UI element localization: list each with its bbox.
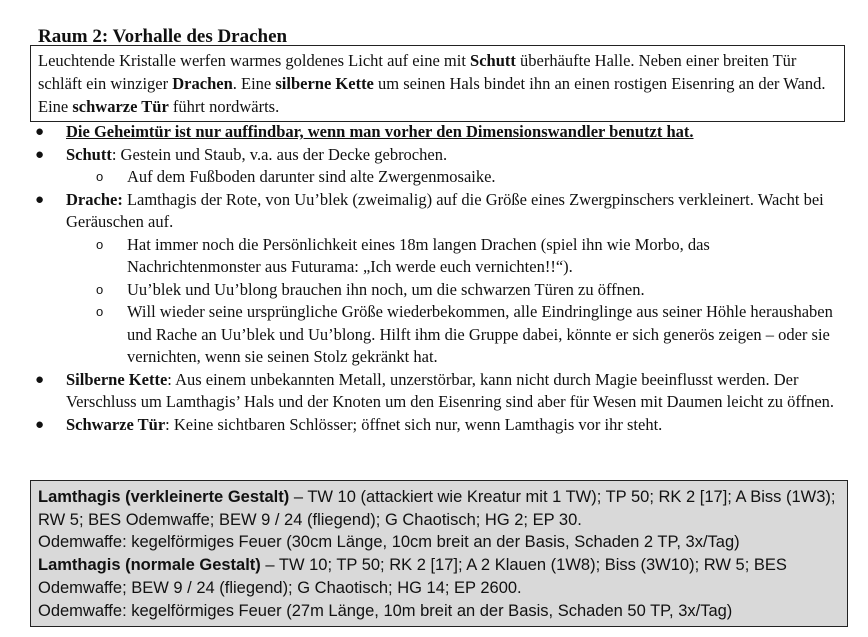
breath-weapon-small: Odemwaffe: kegelförmiges Feuer (30cm Länge, 10cm breit an der Basis, Schaden 2 TP, 3x/Tag) bbox=[38, 533, 740, 552]
circle-bullet-icon: o bbox=[96, 236, 104, 252]
read-aloud-box bbox=[30, 45, 845, 122]
sub-list bbox=[66, 166, 840, 189]
circle-bullet-icon: o bbox=[96, 281, 104, 297]
note-text: Lamthagis der Rote, von Uu’blek (zweimalig) auf die Größe eines Zwergpinschers verkleinert. Wacht bei Geräuschen auf. bbox=[66, 189, 824, 231]
list-item bbox=[30, 144, 840, 189]
creature-stats: – TW 10; TP 50; RK 2 [17]; A 2 Klauen (1W8); Biss (3W10); RW 5; BES Odemwaffe; BEW 9 / 24 (fliegend); G Chaotisch; HG 14; EP 2600. bbox=[38, 556, 787, 597]
sub-note-text: Uu’blek und Uu’blong brauchen ihn noch, um die schwarzen Türen zu öffnen. bbox=[127, 279, 645, 299]
intro-text: um seinen Hals bindet ihn an einen rostigen Eisenring an der Wand. Eine bbox=[38, 74, 826, 116]
list-item bbox=[30, 189, 840, 369]
sub-list-item bbox=[66, 166, 840, 189]
breath-weapon-normal: Odemwaffe: kegelförmiges Feuer (27m Länge, 10m breit an der Basis, Schaden 50 TP, 3x/Tag) bbox=[38, 601, 733, 620]
note-text: : Keine sichtbaren Schlösser; öffnet sich nur, wenn Lamthagis vor ihr steht. bbox=[165, 414, 663, 434]
note-text: : Aus einem unbekannten Metall, unzerstörbar, kann nicht durch Magie beeinflusst werden. Der Verschluss um Lamthagis’ Hals und der Knoten um den Eisenring sind aber für Wesen mit Daumen leicht zu öffnen. bbox=[66, 369, 835, 411]
list-item bbox=[30, 369, 840, 414]
circle-bullet-icon: o bbox=[96, 169, 104, 184]
sub-list-item bbox=[66, 301, 840, 369]
bullet-icon: ● bbox=[35, 124, 45, 140]
secret-door-note: Die Geheimtür ist nur auffindbar, wenn man vorher den Dimensionswandler benutzt hat. bbox=[66, 122, 694, 141]
stat-line-normal bbox=[38, 554, 839, 599]
bullet-icon: ● bbox=[35, 146, 45, 163]
list-item bbox=[30, 121, 840, 144]
bullet-icon: ● bbox=[35, 371, 45, 388]
sub-list bbox=[66, 234, 840, 369]
intro-text: führt nordwärts. bbox=[168, 97, 280, 116]
stat-block bbox=[30, 480, 848, 627]
room-notes-list bbox=[30, 121, 840, 436]
intro-keyword-drachen: Drachen bbox=[172, 74, 233, 93]
creature-name: Lamthagis (normale Gestalt) bbox=[38, 556, 261, 575]
sub-note-text: Hat immer noch die Persönlichkeit eines 18m langen Drachen (spiel ihn wie Morbo, das Nachrichtenmonster aus Futurama: „Ich werde euch vernichten!!“). bbox=[127, 234, 710, 276]
intro-keyword-tuer: schwarze Tür bbox=[72, 97, 169, 116]
intro-text: überhäufte Halle. Neben einer breiten Tür schläft ein winziger bbox=[38, 51, 797, 93]
note-label: Drache: bbox=[66, 189, 123, 209]
intro-text: Leuchtende Kristalle werfen warmes goldenes Licht auf eine mit bbox=[38, 51, 471, 70]
creature-name: Lamthagis (verkleinerte Gestalt) bbox=[38, 488, 290, 506]
sub-list-item bbox=[66, 234, 840, 279]
intro-text: . Eine bbox=[232, 74, 276, 93]
sub-note-text: Auf dem Fußboden darunter sind alte Zwergenmosaike. bbox=[127, 167, 496, 186]
note-text: : Gestein und Staub, v.a. aus der Decke gebrochen. bbox=[111, 144, 448, 164]
note-label: Schwarze Tür bbox=[66, 414, 166, 434]
intro-keyword-kette: silberne Kette bbox=[275, 74, 374, 93]
circle-bullet-icon: o bbox=[96, 304, 104, 319]
list-item bbox=[30, 414, 840, 437]
sub-list-item bbox=[66, 279, 840, 302]
creature-stats: – TW 10 (attackiert wie Kreatur mit 1 TW); TP 50; RK 2 [17]; A Biss (1W3); RW 5; BES Odemwaffe; BEW 9 / 24 (fliegend); G Chaotisch; HG 2; EP 30. bbox=[38, 488, 836, 529]
bullet-icon: ● bbox=[35, 191, 45, 208]
sub-note-text: Will wieder seine ursprüngliche Größe wiederbekommen, alle Eindringlinge aus seiner Höhle heraushaben und Rache an Uu’blek und Uu’blong. Hilft ihm die Gruppe dabei, könnte er sich generös zeigen – oder sie vernichten, wenn sie seinen Stolz gekränkt hat. bbox=[127, 302, 833, 366]
intro-paragraph bbox=[38, 49, 834, 118]
room-title: Raum 2: Vorhalle des Drachen bbox=[38, 26, 288, 47]
intro-keyword-schutt: Schutt bbox=[470, 51, 516, 70]
note-label: Schutt bbox=[66, 144, 112, 164]
bullet-icon: ● bbox=[35, 416, 45, 433]
note-label: Silberne Kette bbox=[66, 369, 168, 389]
stat-line-small bbox=[38, 486, 839, 531]
